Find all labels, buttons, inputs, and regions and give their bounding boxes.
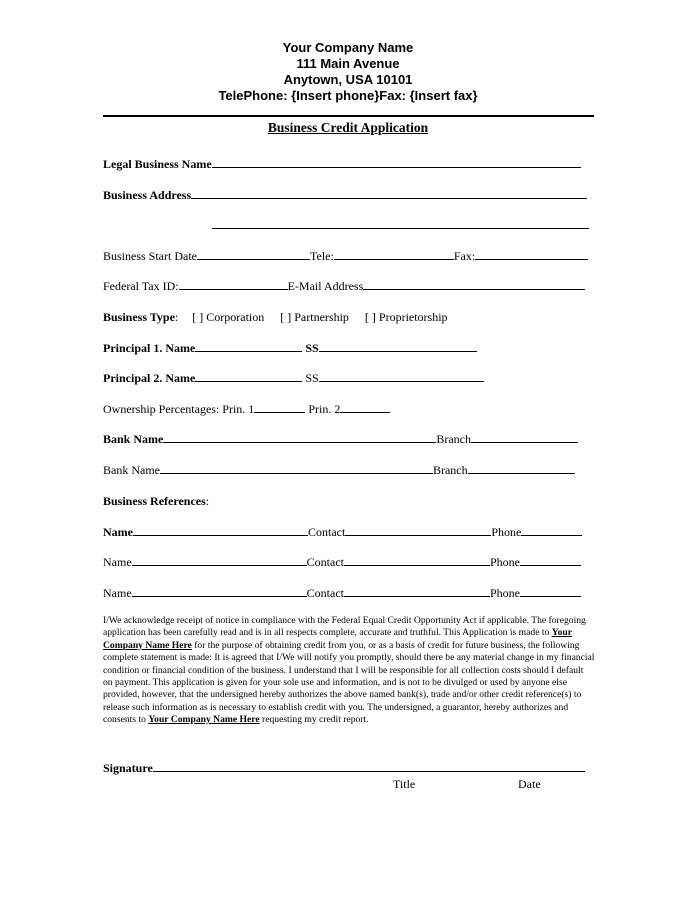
business-start-date-label: Business Start Date bbox=[103, 249, 197, 263]
principal-2-name-label: Principal 2. Name bbox=[103, 371, 196, 385]
reference-3-name-label: Name bbox=[103, 586, 132, 600]
reference-1-phone-field[interactable] bbox=[521, 525, 582, 536]
signature-row bbox=[103, 761, 585, 776]
bank-1-row bbox=[103, 432, 578, 446]
principal-2-row bbox=[103, 371, 484, 385]
company-city: Anytown, USA 10101 bbox=[283, 72, 413, 87]
reference-2-name-label: Name bbox=[103, 555, 132, 569]
reference-3-phone-field[interactable] bbox=[520, 586, 581, 597]
bank-1-name-field[interactable] bbox=[163, 432, 436, 443]
email-address-field[interactable] bbox=[363, 279, 585, 290]
corporation-checkbox[interactable]: [ ] Corporation bbox=[192, 310, 265, 324]
company-name-reference-1: Your Company Name Here bbox=[103, 627, 572, 651]
company-name-reference-2: Your Company Name Here bbox=[148, 714, 260, 726]
legal-business-name-label: Legal Business Name bbox=[103, 157, 212, 171]
reference-3-name-field[interactable] bbox=[132, 586, 307, 597]
header-divider bbox=[103, 115, 594, 117]
reference-3-contact-field[interactable] bbox=[344, 586, 490, 597]
tele-field[interactable] bbox=[334, 249, 454, 260]
business-references-colon: : bbox=[205, 494, 210, 508]
acknowledgement-paragraph bbox=[103, 615, 595, 727]
partnership-checkbox[interactable]: [ ] Partnership bbox=[280, 310, 349, 324]
principal-1-name-field[interactable] bbox=[195, 341, 302, 352]
business-address-line-2-row bbox=[212, 218, 589, 232]
federal-tax-id-field[interactable] bbox=[179, 279, 288, 290]
business-references-label: Business References bbox=[103, 494, 206, 508]
federal-tax-id-label: Federal Tax ID: bbox=[103, 279, 179, 293]
business-references-row bbox=[103, 494, 209, 508]
reference-3-row bbox=[103, 586, 581, 600]
bank-2-branch-field[interactable] bbox=[468, 463, 575, 474]
reference-2-phone-field[interactable] bbox=[520, 555, 581, 566]
tax-email-row bbox=[103, 279, 585, 293]
principal-1-ss-label: SS bbox=[305, 341, 319, 355]
business-type-row bbox=[103, 310, 448, 324]
reference-2-contact-field[interactable] bbox=[344, 555, 490, 566]
fax-label: Fax: bbox=[453, 249, 476, 263]
business-address-line-2-field[interactable] bbox=[212, 218, 589, 229]
ownership-prin-1-label: Ownership Percentages: Prin. 1 bbox=[103, 402, 255, 416]
ownership-prin-2-label: Prin. 2 bbox=[308, 402, 341, 416]
acknowledgement-text-2: for the purpose of obtaining credit from you, or as a basis of credit for future business, the following complete statement is made: It is agreed that I/We will notify you promptly, should there be any material change in my financial condition or financial condition of the business. I understand that I will be responsible for all collection costs should I default on payment. This application is given for your sole use and information, and is not to be divulged or used by anyone else provided, however, that the undersigned hereby authorizes the above named bank(s), trade and/or other credit reference(s) to release such information as is necessary to establish credit with you. The undersigned, a guarantor, hereby authorizes and consents to bbox=[103, 639, 595, 726]
principal-2-ss-label: SS bbox=[305, 371, 319, 385]
signature-title-label: Title bbox=[393, 777, 416, 791]
reference-1-row bbox=[103, 525, 582, 539]
ownership-prin-2-field[interactable] bbox=[340, 402, 390, 413]
principal-1-name-label: Principal 1. Name bbox=[103, 341, 196, 355]
signature-date-label: Date bbox=[518, 777, 541, 791]
acknowledgement-text-1: I/We acknowledge receipt of notice in compliance with the Federal Equal Credit Opportunity Act if applicable. The foregoing application has been carefully read and is in all respects complete, accurate and truthful. This Application is made to bbox=[103, 615, 586, 639]
bank-1-branch-label: Branch bbox=[436, 432, 471, 446]
business-type-colon: : bbox=[174, 310, 179, 324]
ownership-row bbox=[103, 402, 390, 416]
email-address-label: E-Mail Address bbox=[287, 279, 364, 293]
reference-1-name-field[interactable] bbox=[133, 525, 308, 536]
reference-1-phone-label: Phone bbox=[491, 525, 522, 539]
bank-2-name-label: Bank Name bbox=[103, 463, 160, 477]
reference-1-name-label: Name bbox=[103, 525, 133, 539]
reference-1-contact-field[interactable] bbox=[345, 525, 491, 536]
fax-field[interactable] bbox=[475, 249, 588, 260]
reference-1-contact-label: Contact bbox=[308, 525, 346, 539]
signature-field[interactable] bbox=[153, 761, 585, 772]
legal-business-name-row bbox=[103, 157, 581, 171]
company-phone-fax: TelePhone: {Insert phone}Fax: {Insert fax} bbox=[218, 88, 478, 103]
business-address-field[interactable] bbox=[191, 188, 587, 199]
page-title: Business Credit Application bbox=[267, 120, 429, 135]
tele-label: Tele: bbox=[310, 249, 334, 263]
bank-1-branch-field[interactable] bbox=[471, 432, 578, 443]
business-address-row bbox=[103, 188, 587, 202]
reference-2-name-field[interactable] bbox=[132, 555, 307, 566]
bank-2-row bbox=[103, 463, 575, 477]
bank-2-branch-label: Branch bbox=[432, 463, 468, 477]
principal-1-row bbox=[103, 341, 477, 355]
reference-3-contact-label: Contact bbox=[306, 586, 344, 600]
legal-business-name-field[interactable] bbox=[212, 157, 581, 168]
start-date-row bbox=[103, 249, 588, 263]
proprietorship-checkbox[interactable]: [ ] Proprietorship bbox=[364, 310, 448, 324]
company-name: Your Company Name bbox=[282, 40, 414, 55]
company-address: 111 Main Avenue bbox=[296, 56, 400, 71]
reference-2-row bbox=[103, 555, 581, 569]
reference-2-phone-label: Phone bbox=[489, 555, 520, 569]
principal-1-ss-field[interactable] bbox=[319, 341, 477, 352]
business-type-label: Business Type bbox=[103, 310, 175, 324]
company-header bbox=[0, 40, 696, 104]
principal-2-ss-field[interactable] bbox=[319, 371, 484, 382]
signature-label: Signature bbox=[103, 761, 153, 775]
ownership-prin-1-field[interactable] bbox=[254, 402, 305, 413]
acknowledgement-text-3: requesting my credit report. bbox=[259, 714, 369, 726]
reference-3-phone-label: Phone bbox=[489, 586, 520, 600]
bank-2-name-field[interactable] bbox=[160, 463, 433, 474]
business-address-label: Business Address bbox=[103, 188, 192, 202]
reference-2-contact-label: Contact bbox=[306, 555, 344, 569]
principal-2-name-field[interactable] bbox=[195, 371, 302, 382]
bank-1-name-label: Bank Name bbox=[103, 432, 164, 446]
business-start-date-field[interactable] bbox=[197, 249, 310, 260]
